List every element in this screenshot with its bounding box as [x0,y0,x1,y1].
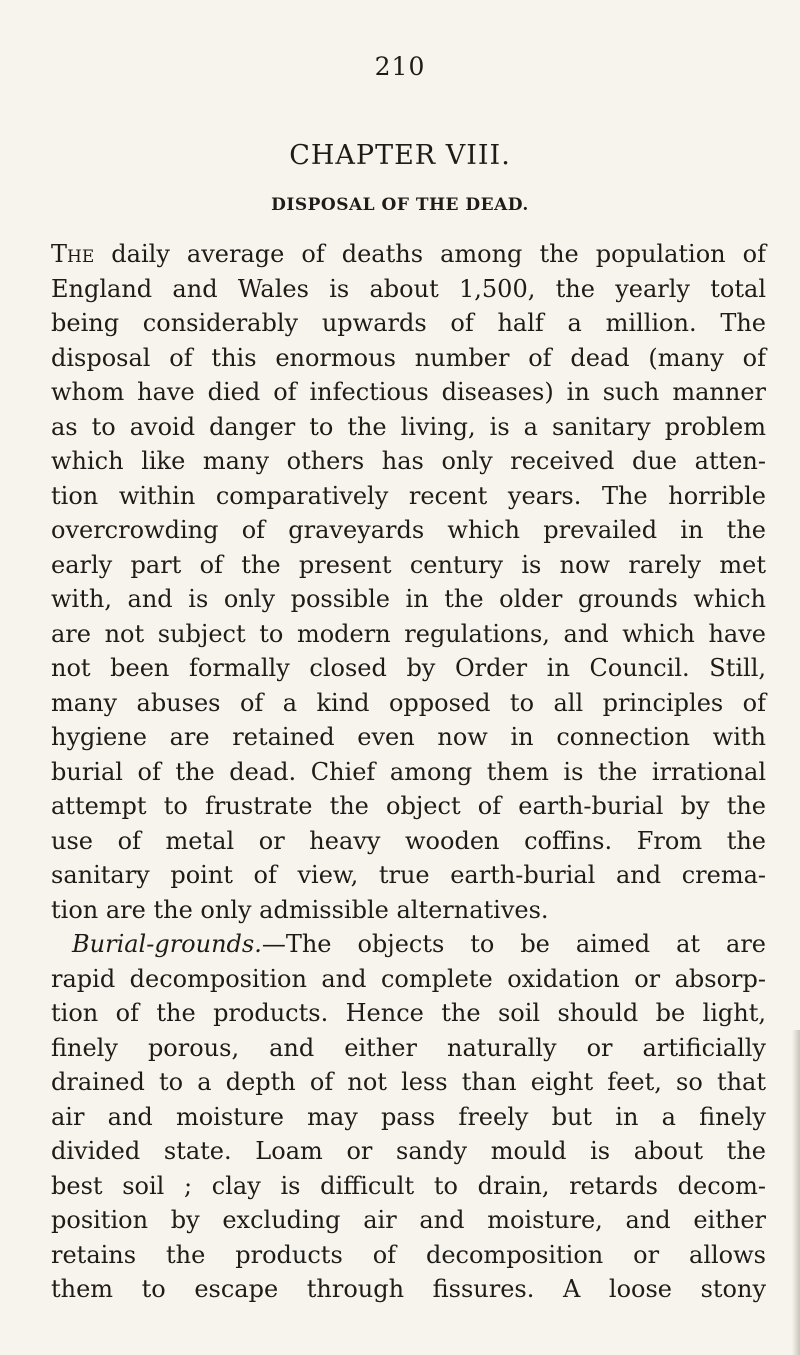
text-line: The daily average of deaths among the population of [51,240,766,268]
text-line: England and Wales is about 1,500, the yearly total [51,274,766,303]
subheading: Burial-grounds. [72,930,262,958]
text-line: not been formally closed by Order in Council. Still, [51,654,766,682]
text-line: Burial-grounds.—The objects to be aimed at are [72,930,766,958]
text-line: tion are the only admissible alternatives. [51,895,549,924]
text-line: which like many others has only received due atten- [51,447,766,475]
text-line: whom have died of infectious diseases) in such manner [51,378,766,406]
text-line: disposal of this enormous number of dead (many of [51,343,766,372]
text-line: divided state. Loam or sandy mould is about the [51,1137,766,1165]
text-line: early part of the present century is now rarely met [51,550,766,579]
text-line: tion of the products. Hence the soil should be light, [51,999,766,1027]
page-edge-shadow [792,1030,800,1355]
text-line: overcrowding of graveyards which prevailed in the [51,516,766,544]
lead-word: The [51,240,95,268]
text-line: sanitary point of view, true earth-burial and crema- [51,861,766,889]
text-line: many abuses of a kind opposed to all principles of [51,688,766,717]
page-number: 210 [374,52,426,81]
text-line: them to escape through fissures. A loose stony [51,1275,766,1303]
text-line: attempt to frustrate the object of earth-burial by the [51,792,766,820]
text-line: finely porous, and either naturally or artificially [51,1033,766,1062]
text-line: hygiene are retained even now in connection with [51,723,766,751]
text-line: with, and is only possible in the older grounds which [51,585,766,613]
text-line: rapid decomposition and complete oxidation or absorp- [51,964,766,993]
text-line: best soil ; clay is difficult to drain, retards decom- [51,1171,766,1200]
text-line: tion within comparatively recent years. The horrible [51,481,766,510]
text-line: use of metal or heavy wooden coffins. From the [51,826,766,855]
text-line: being considerably upwards of half a million. The [51,309,766,337]
text-line: position by excluding air and moisture, and either [51,1206,766,1234]
section-title: DISPOSAL OF THE DEAD. [271,195,529,215]
chapter-title: CHAPTER VIII. [289,140,511,171]
text-line: retains the products of decomposition or allows [51,1240,766,1269]
text-line: as to avoid danger to the living, is a sanitary problem [51,412,766,441]
body-text [51,237,766,1307]
text-line: are not subject to modern regulations, and which have [51,619,766,648]
text-line: burial of the dead. Chief among them is the irrational [51,757,766,786]
text-line: drained to a depth of not less than eight feet, so that [51,1068,766,1096]
text-line: air and moisture may pass freely but in a finely [51,1102,766,1131]
